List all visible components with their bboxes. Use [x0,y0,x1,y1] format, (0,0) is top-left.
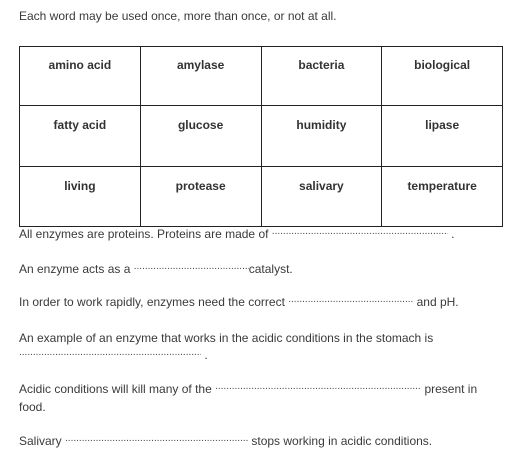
word-cell: temperature [382,167,503,227]
sentence-text: . [204,348,208,362]
sentence-bacteria-line2 [19,399,46,415]
word-cell: fatty acid [20,106,141,167]
sentence-text: . [451,227,455,241]
sentence-text: stops working in acidic conditions. [251,434,433,448]
sentence-text: Salivary [19,434,62,448]
word-cell: biological [382,47,503,106]
sentence-text: and pH. [416,295,459,309]
word-cell: living [20,167,141,227]
answer-blank[interactable] [65,433,248,445]
word-bank-row [20,167,503,227]
answer-blank[interactable] [134,261,249,273]
word-cell: amino acid [20,47,141,106]
word-cell: protease [140,167,261,227]
word-cell: amylase [140,47,261,106]
word-cell: lipase [382,106,503,167]
answer-blank[interactable] [288,294,413,306]
word-bank-row [20,106,503,167]
sentence-bacteria [19,381,477,397]
word-cell: salivary [261,167,382,227]
word-cell: bacteria [261,47,382,106]
sentence-text: In order to work rapidly, enzymes need the correct [19,295,285,309]
sentence-text: An example of an enzyme that works in the acidic conditions in the stomach is [19,331,434,345]
word-cell: humidity [261,106,382,167]
answer-blank[interactable] [272,226,448,238]
instructions-text: Each word may be used once, more than once, or not at all. [19,9,337,23]
word-cell: glucose [140,106,261,167]
sentence-catalyst [19,261,293,277]
sentence-proteins [19,226,454,242]
sentence-text: present in [424,382,478,396]
word-bank-table [19,46,503,227]
sentence-stomach [19,330,433,346]
sentence-salivary [19,433,432,449]
sentence-text: catalyst. [248,262,293,276]
answer-blank[interactable] [215,381,421,393]
sentence-stomach-line2 [19,347,208,363]
sentence-text: An enzyme acts as a [19,262,131,276]
answer-blank[interactable] [19,347,201,359]
word-bank-row [20,47,503,106]
sentence-text: All enzymes are proteins. Proteins are made of [19,227,269,241]
sentence-text: Acidic conditions will kill many of the [19,382,212,396]
sentence-text: food. [19,400,46,414]
sentence-conditions [19,294,459,310]
